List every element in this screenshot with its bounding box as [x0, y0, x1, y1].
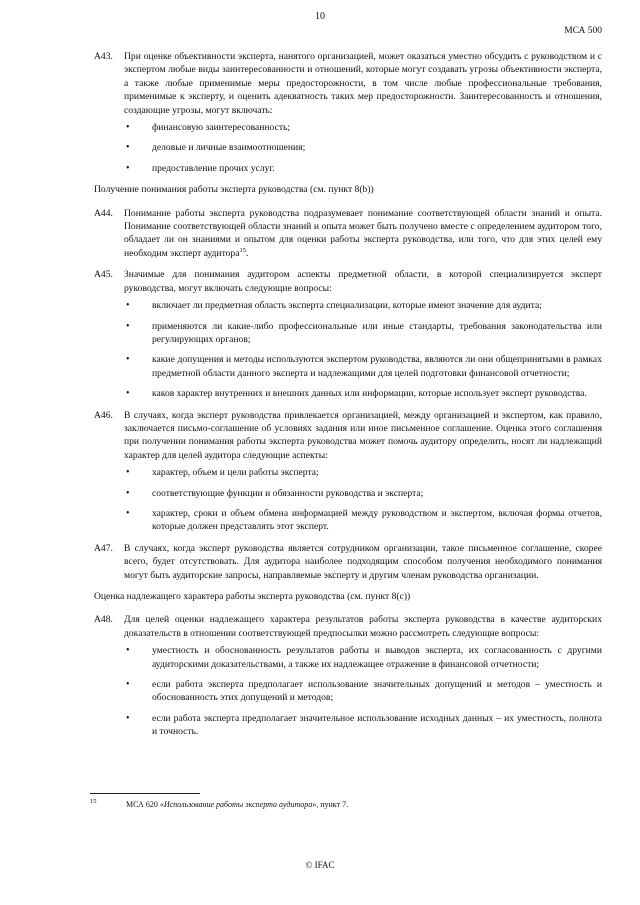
list-item-text: характер, сроки и объем обмена информацией между руководством и экспертом, включая формы отчетов, которые должен представлять этот эксперт.	[152, 507, 602, 533]
bullet-list	[124, 121, 602, 175]
paragraph-text: Понимание работы эксперта руководства подразумевает понимание соответствующей области знаний и опыта. Понимание соответствующей области знаний и опыта может быть получено вместе с определением аудитором того, обладает ли он знаниями и опытом для оценки работы эксперта руководства, или того, что для этих целей ему необходим эксперт аудитора	[124, 207, 602, 259]
footnote-divider	[90, 793, 200, 794]
page-number: 10	[315, 11, 325, 22]
paragraph-number: A46.	[94, 409, 113, 421]
bullet-list	[124, 466, 602, 534]
copyright: © IFAC	[305, 860, 335, 870]
footnote-prefix: МСА 620 «	[126, 800, 164, 809]
paragraph-text: Для целей оценки надлежащего характера результатов работы эксперта руководства в качестве аудиторских доказательств в отношении соответствующей предпосылки можно рассмотреть следующие вопросы:	[124, 614, 602, 639]
bullet-icon: •	[126, 645, 130, 657]
list-item-text: какие допущения и методы используются экспертом руководства, являются ли они общепринятыми в рамках предметной области данного эксперта и надлежащими для целей подготовки финансовой отчетности;	[152, 354, 602, 379]
list-item-text: характер, объем и цели работы эксперта;	[152, 467, 319, 479]
list-item	[124, 712, 602, 739]
bullet-icon: •	[126, 712, 130, 724]
paragraph-a46	[94, 409, 602, 534]
list-item	[124, 320, 602, 347]
list-item	[124, 644, 602, 671]
paragraph-a44	[94, 207, 602, 261]
paragraph-a48	[94, 613, 602, 738]
page-body	[94, 50, 602, 747]
footnote-number: 15	[90, 798, 97, 805]
section-heading: Оценка надлежащего характера работы эксперта руководства (см. пункт 8(c))	[94, 591, 411, 602]
list-item	[124, 466, 602, 479]
bullet-icon: •	[126, 487, 130, 499]
bullet-icon: •	[126, 679, 130, 691]
paragraph-text: В случаях, когда эксперт руководства привлекается организацией, между организацией и экспертом, как правило, заключается письмо-соглашение об условиях задания или иное письменное соглашение. Оценка этого соглашения при получении понимания работы эксперта руководства может помочь аудитору определить, носят ли надлежащий характер для целей аудитора следующие аспекты:	[124, 409, 602, 461]
list-item-text: применяются ли какие-либо профессиональные или иные стандарты, требования законодательства или регулирующих органов;	[152, 320, 602, 345]
bullet-icon: •	[126, 142, 130, 154]
paragraph-tail: .	[246, 247, 249, 259]
footnote-reference: 15	[239, 246, 246, 254]
footnote	[90, 800, 348, 809]
footnote-text	[126, 800, 348, 809]
bullet-icon: •	[126, 467, 130, 479]
paragraph-number: A47.	[94, 542, 113, 554]
list-item	[124, 141, 602, 154]
list-item-text: если работа эксперта предполагает значительное использование исходных данных – их уместность, полнота и точность.	[152, 712, 602, 738]
list-item	[124, 299, 602, 312]
paragraph-text: В случаях, когда эксперт руководства является сотрудником организации, такое письменное соглашение, скорее всего, будет отсутствовать. Для аудитора наиболее подходящим способом получения необходимого понимания могут быть аудиторские запросы, направляемые эксперту и другим членам руководства организации.	[124, 542, 602, 581]
list-item	[124, 487, 602, 500]
list-item	[124, 507, 602, 534]
list-item	[124, 678, 602, 705]
paragraph-a45	[94, 268, 602, 400]
list-item-text: если работа эксперта предполагает использование значительных допущений и методов – уместность и обоснованность этих допущений и методов;	[152, 679, 602, 704]
paragraph-number: A45.	[94, 269, 113, 281]
paragraph-text: При оценке объективности эксперта, нанятого организацией, может оказаться уместно обсудить с руководством и с экспертом любые виды заинтересованности и отношений, которые могут создавать угрозы объективности эксперта, а также любые применимые меры предосторожности, в том числе любые профессиональные требования, применимые к эксперту, и оценить адекватность таких мер предосторожности. Заинтересованность и отношения, создающие угрозы, могут включать:	[124, 51, 602, 116]
bullet-icon: •	[126, 162, 130, 174]
bullet-list	[124, 299, 602, 400]
list-item	[124, 387, 602, 400]
paragraph-text: Значимые для понимания аудитором аспекты предметной области, в которой специализируется эксперт руководства, могут включать следующие вопросы:	[124, 269, 602, 294]
list-item-text: финансовую заинтересованность;	[152, 122, 291, 134]
list-item-text: деловые и личные взаимоотношения;	[152, 142, 306, 154]
bullet-icon: •	[126, 300, 130, 312]
list-item	[124, 121, 602, 134]
paragraph-a43	[94, 50, 602, 175]
list-item-text: включает ли предметная область эксперта специализации, которые имеют значение для аудита;	[152, 300, 542, 312]
bullet-icon: •	[126, 507, 130, 519]
paragraph-number: A48.	[94, 614, 113, 626]
paragraph-number: A43.	[94, 51, 113, 62]
list-item	[124, 353, 602, 380]
list-item-text: каков характер внутренних и внешних данных или информации, которые использует эксперт руководства.	[152, 388, 587, 400]
footnote-suffix: », пункт 7.	[312, 800, 349, 809]
footnote-title: Использование работы эксперта аудитора	[163, 800, 313, 809]
list-item	[124, 162, 602, 175]
section-heading: Получение понимания работы эксперта руководства (см. пункт 8(b))	[94, 184, 374, 196]
list-item-text: соответствующие функции и обязанности руководства и эксперта;	[152, 487, 424, 499]
document-code: МСА 500	[564, 26, 602, 36]
bullet-list	[124, 644, 602, 738]
paragraph-a47	[94, 542, 602, 582]
list-item-text: предоставление прочих услуг.	[152, 162, 275, 174]
paragraph-number: A44.	[94, 207, 113, 219]
bullet-icon: •	[126, 320, 130, 332]
bullet-icon: •	[126, 388, 130, 400]
bullet-icon: •	[126, 354, 130, 366]
bullet-icon: •	[126, 122, 130, 134]
list-item-text: уместность и обоснованность результатов работы и выводов эксперта, их согласованность с другими аудиторскими доказательствами, а также их надлежащее отражение в финансовой отчетности;	[152, 645, 602, 670]
